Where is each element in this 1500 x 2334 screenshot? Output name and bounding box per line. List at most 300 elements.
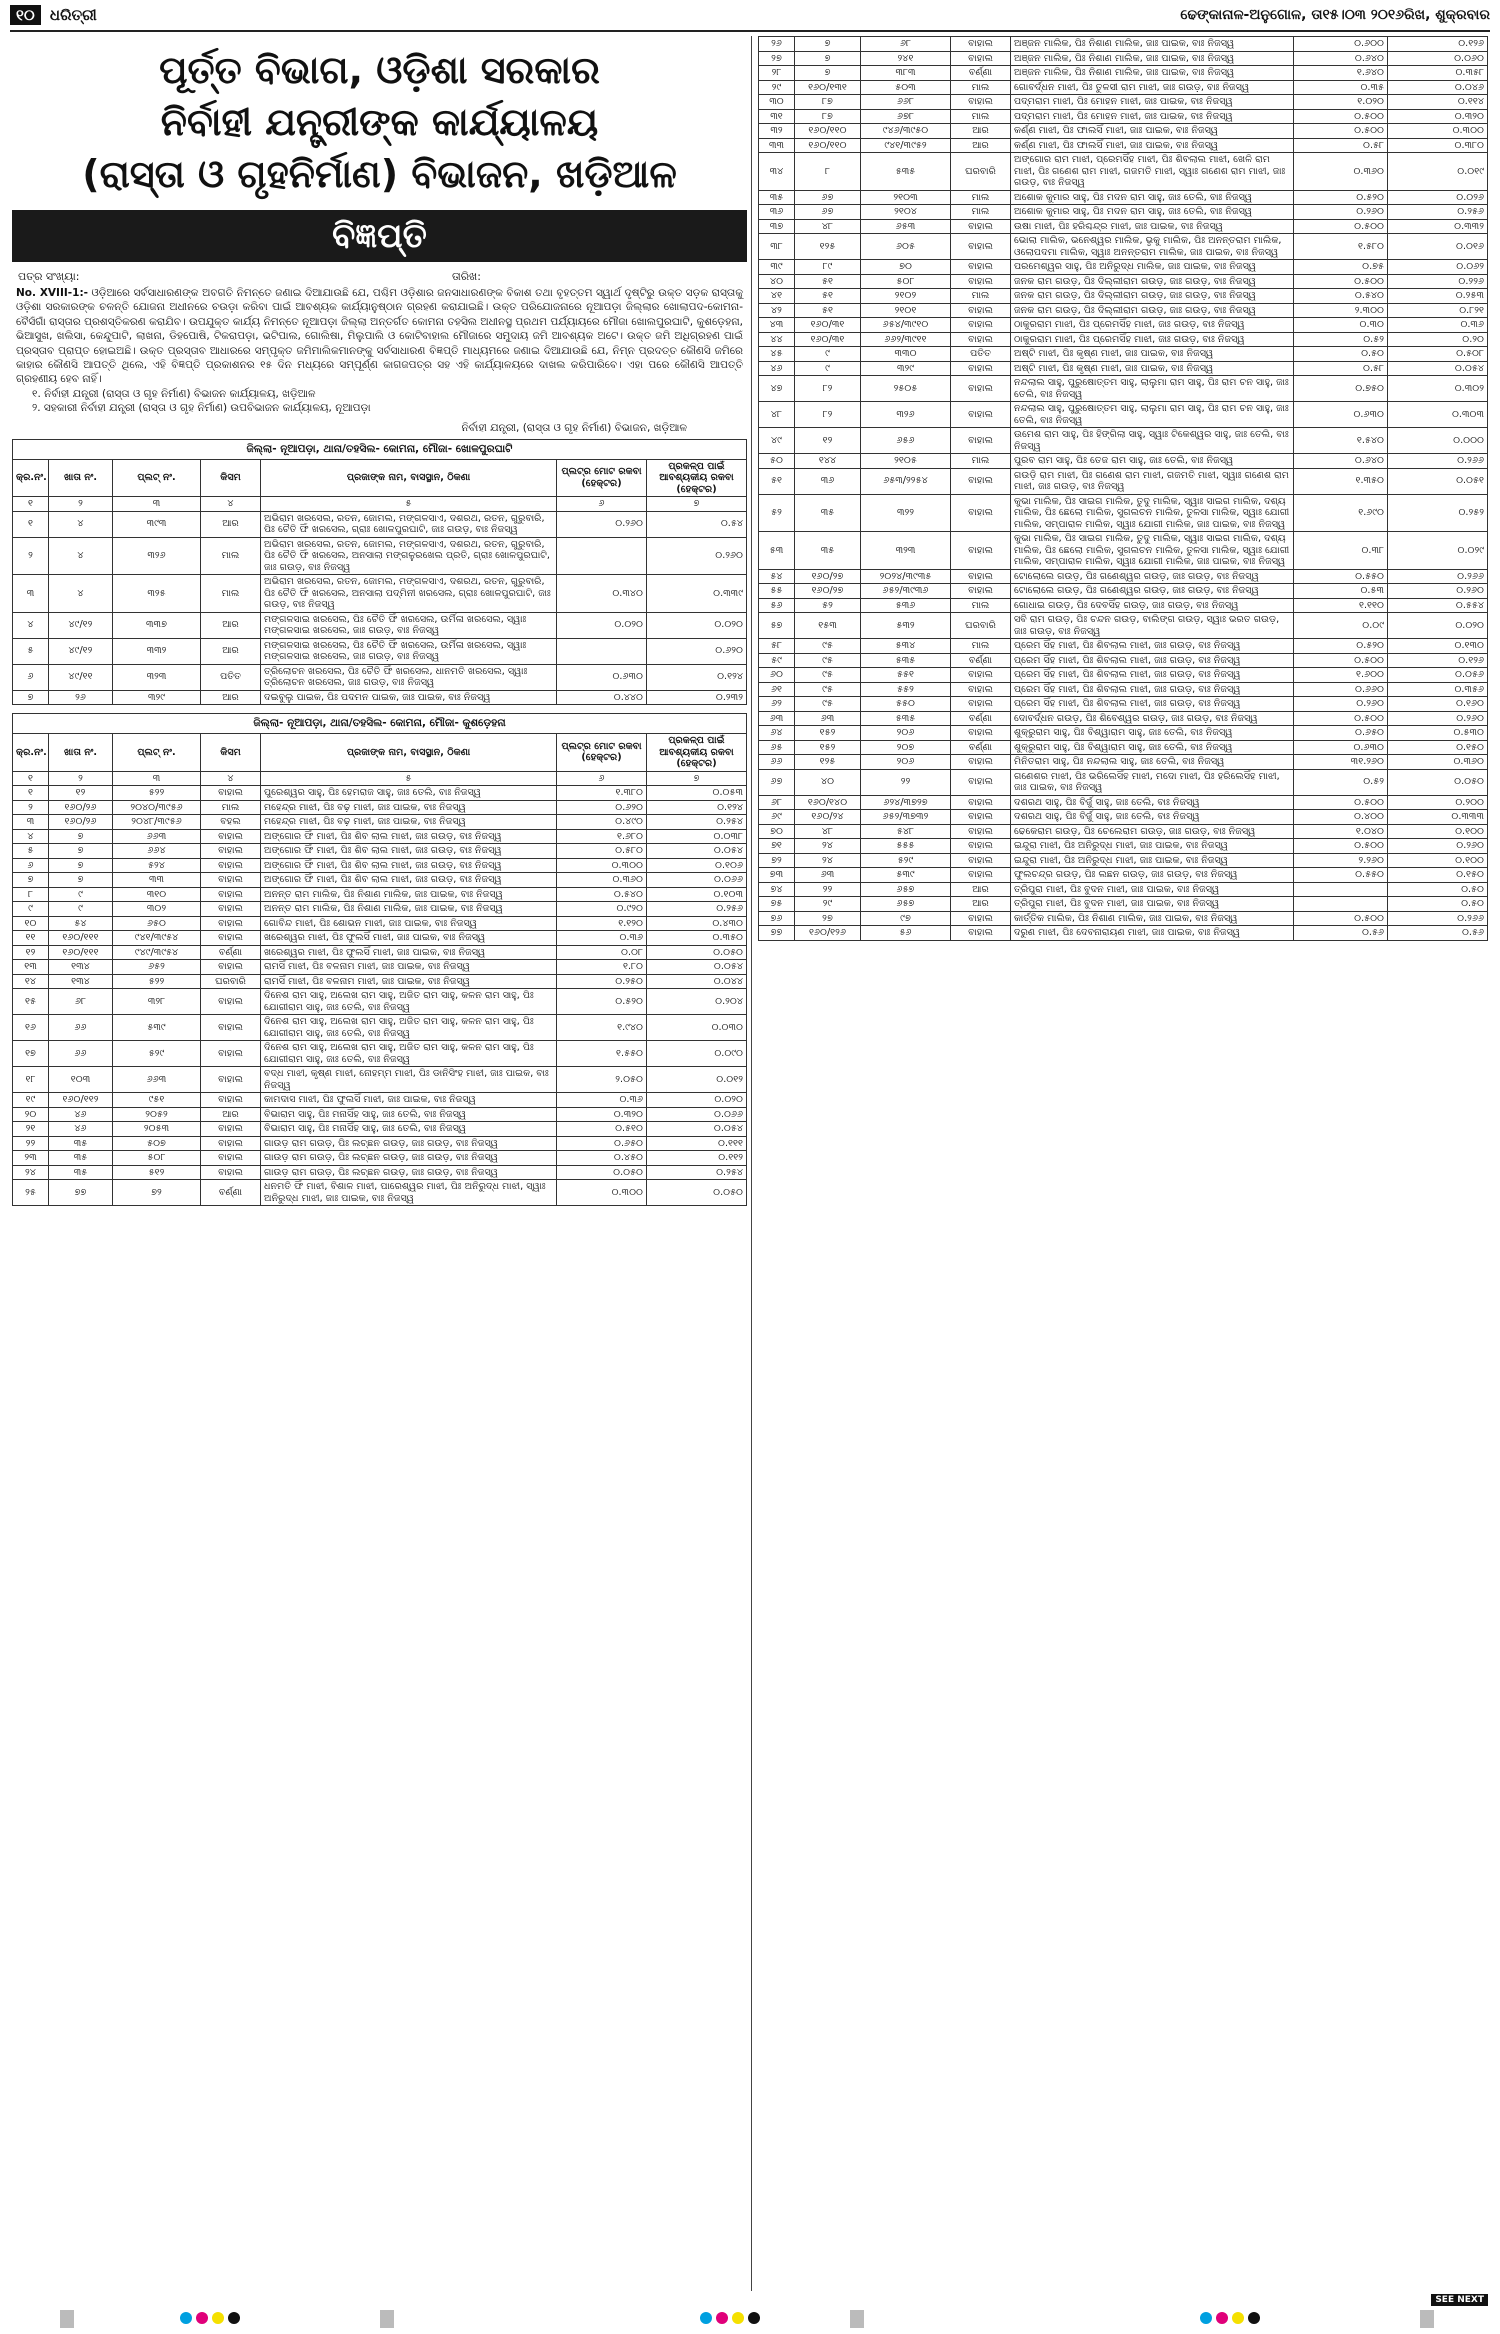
khata-cell: ୮୭ [795, 109, 861, 124]
kisam-cell: ବାହାଲ [951, 824, 1011, 839]
table-row [13, 575, 747, 613]
owner-cell: ଅଙ୍ଗୋର ଫିଁ ମାଝୀ, ପିଃ ଶିବ ଲାଲ ମାଝୀ, ଜାଃ ଗଉଡ଼, ବାଃ ନିଜସ୍ୱ [261, 829, 557, 844]
plot-cell: ୩୨୩ [861, 532, 951, 570]
plot-cell: ୬୬୪ [113, 844, 201, 859]
khata-cell: ୧୬୦/୨୭ [795, 584, 861, 599]
column-number: ୫ [261, 771, 557, 786]
serial-cell: ୪୭ [759, 376, 795, 402]
table-row [759, 190, 1488, 205]
required-area-cell: ୦.୨୫୪ [647, 815, 747, 830]
plot-cell: ୫୩୫ [861, 711, 951, 726]
right-column [758, 36, 1488, 2291]
table-row [759, 868, 1488, 883]
table-row [759, 153, 1488, 191]
khata-cell: ୧୬୦/୧୧୦ [795, 138, 861, 153]
kisam-cell: ଆର [951, 124, 1011, 139]
kisam-cell: ବର୍ଣ୍ଣା [951, 711, 1011, 726]
plot-cell: ୨୧୦୧ [861, 303, 951, 318]
table-row [13, 887, 747, 902]
kisam-cell: ବାହାଲ [951, 682, 1011, 697]
plot-cell: ୭୦ [861, 260, 951, 275]
required-area-cell: ୦.୫୦୮ [1388, 347, 1488, 362]
kisam-cell: ବାହାଲ [201, 1093, 261, 1108]
owner-cell: ମିନିତରାମ ସାହୁ, ପିଃ ନନ୍ଦଲାଲ ସାହୁ, ଜାଃ ତେଲି, ବାଃ ନିଜସ୍ୱ [1011, 755, 1294, 770]
required-area-cell: ୦.୨୩୨ [647, 690, 747, 705]
owner-cell: କର୍ଣ୍ଣ ମାଝୀ, ପିଃ ଫାଲସିଁ ମାଝୀ, ଜାଃ ପାଇକ, ବାଃ ନିଜସ୍ୱ [1011, 138, 1294, 153]
plot-cell: ୯୭ [861, 911, 951, 926]
required-area-cell: ୦.୫୦ [1388, 882, 1488, 897]
owner-cell: ମଙ୍ଗଳସାଇ ଖରସେଲ, ପିଃ ଚୈତି ଫିଁ ଖରସେଲ, ଉର୍ମିଳା ଖରସେଲ, ସ୍ୱାଃ ମଙ୍ଗଳସାଇ ଖରସେଲ, ଜାଃ ଗଉଡ଼, ବାଃ ନିଜସ୍ୱ [261, 638, 557, 664]
owner-cell: ପ୍ରେମ ସିଁହ ମାଝୀ, ପିଃ ଶିବଲାଲ ମାଝୀ, ଜାଃ ଗଉଡ଼, ବାଃ ନିଜସ୍ୱ [1011, 668, 1294, 683]
khata-cell: ୪୬ [49, 1122, 113, 1137]
total-area-cell: ୦.୦୯ [1294, 613, 1388, 639]
required-area-cell: ୦.୦୨୯ [1388, 532, 1488, 570]
owner-cell: ଦୋବର୍ଦ୍ଧନ ଗଉଡ଼, ପିଃ ଶିବେଶ୍ୱର ଗଉଡ଼, ଜାଃ ଗଉଡ଼, ବାଃ ନିଜସ୍ୱ [1011, 711, 1294, 726]
owner-cell: ଅଷ୍ଟି ମାଝୀ, ପିଃ କୃଷ୍ଣ ମାଝୀ, ଜାଃ ପାଇକ, ବାଃ ନିଜସ୍ୱ [1011, 361, 1294, 376]
table-row [13, 945, 747, 960]
table-row [759, 219, 1488, 234]
total-area-cell: ୦.୪୪୦ [557, 690, 647, 705]
owner-cell: ଗଣେଶର ମାଝୀ, ପିଃ ଭରିଲେସିଁହ ମାଝୀ, ମଦୋ ମାଝୀ, ପିଃ ହରିଲେସିଁହ ମାଝୀ, ଜାଃ ପାଇକ, ବାଃ ନିଜସ୍ୱ [1011, 769, 1294, 795]
required-area-cell: ୦.୦୨୬ [1388, 190, 1488, 205]
column-header: ପ୍ରଜାଙ୍କ ନାମ, ବାସସ୍ଥାନ, ଠିକଣା [261, 734, 557, 772]
owner-cell: ଦଶରଥ ସାହୁ, ପିଃ ବିର୍ଜୁ ସାହୁ, ଜାଃ ତେଲି, ବାଃ ନିଜସ୍ୱ [1011, 795, 1294, 810]
khata-cell: ୭ [49, 829, 113, 844]
kisam-cell: ବାହାଲ [201, 916, 261, 931]
color-dot [196, 2312, 208, 2324]
khata-cell: ୬୮ [49, 989, 113, 1015]
serial-cell: ୨ [13, 800, 49, 815]
total-area-cell: ୦.୫୪୦ [1294, 289, 1388, 304]
serial-cell: ୩୨ [759, 124, 795, 139]
plot-cell: ୨୧୦୪ [861, 205, 951, 220]
table-row [759, 569, 1488, 584]
khata-cell: ୯ [795, 347, 861, 362]
total-area-cell: ୦.୭୫୦ [1294, 376, 1388, 402]
serial-cell: ୨୧ [13, 1122, 49, 1137]
khata-cell: ୪୮ [795, 824, 861, 839]
plot-cell: ୬୨୪/୩୭୨୭ [861, 795, 951, 810]
table-row [13, 1067, 747, 1093]
khata-cell: ୯ [49, 902, 113, 917]
owner-cell: ତ୍ରିପୁରା ମାଝୀ, ପିଃ ବୁଦନ ମାଝୀ, ଜାଃ ପାଇକ, ବାଃ ନିଜସ୍ୱ [1011, 882, 1294, 897]
column-number: ୬ [557, 771, 647, 786]
required-area-cell: ୦.୧୧୨ [647, 1151, 747, 1166]
required-area-cell: ୦.୦୫୧ [1388, 468, 1488, 494]
section-heading: ଜିଲ୍ଲା- ନୂଆପଡ଼ା, ଥାନା/ତହସିଲ- କୋମନା, ମୌଜା- ଖୋଳପୁରଘାଟି [12, 439, 747, 459]
required-area-cell: ୦.୩୦୦ [1388, 124, 1488, 139]
header-row [13, 459, 747, 497]
table-row [759, 402, 1488, 428]
kisam-cell: ବାହାଲ [951, 376, 1011, 402]
table-row [759, 598, 1488, 613]
plot-cell: ୫୦୮ [861, 274, 951, 289]
kisam-cell: ବାହାଲ [951, 494, 1011, 532]
total-area-cell: ୨.୩୦୦ [1294, 303, 1388, 318]
khata-cell: ୨୭ [795, 911, 861, 926]
serial-cell: ୭ [13, 690, 49, 705]
plot-cell: ୬୫୭ [861, 897, 951, 912]
required-area-cell: ୦.୦୧୯ [1388, 153, 1488, 191]
plot-cell: ୨୦୪୮/୩୯୫୬ [113, 815, 201, 830]
table-row [759, 347, 1488, 362]
table-row [759, 897, 1488, 912]
owner-cell: ପ୍ରେମ ସିଁହ ମାଝୀ, ପିଃ ଶିବଲାଲ ମାଝୀ, ଜାଃ ଗଉଡ଼, ବାଃ ନିଜସ୍ୱ [1011, 697, 1294, 712]
column-number: ୨ [49, 497, 113, 512]
required-area-cell: ୦.୧୨୬ [1388, 653, 1488, 668]
owner-cell: ଇନ୍ଦୁରା ମାଝୀ, ପିଃ ଅନିରୁଦ୍ଧ ମାଝୀ, ଜାଃ ପାଇକ, ବାଃ ନିଜସ୍ୱ [1011, 853, 1294, 868]
required-area-cell: ୦.୦୫୪ [647, 1122, 747, 1137]
kisam-cell: ପତିତ [951, 347, 1011, 362]
color-dot [1248, 2312, 1260, 2324]
total-area-cell: ୦.୩୮ [1294, 532, 1388, 570]
khata-cell: ୧୬୦/୨୬ [49, 800, 113, 815]
required-area-cell: ୦.୩୦୩ [1388, 402, 1488, 428]
total-area-cell: ୦.୬୪୦ [1294, 51, 1388, 66]
kisam-cell: ବର୍ଣ୍ଣା [201, 945, 261, 960]
total-area-cell: ୦.୫୫୦ [1294, 569, 1388, 584]
owner-cell: ଠାକୁରରାମ ମାଝୀ, ପିଃ ପ୍ରେମସିଁହ ମାଝୀ, ଜାଃ ଗଉଡ଼, ବାଃ ନିଜସ୍ୱ [1011, 318, 1294, 333]
column-header: ପ୍ଲଟ୍ ନଂ. [113, 734, 201, 772]
kisam-cell: ବର୍ଣ୍ଣା [951, 653, 1011, 668]
required-area-cell: ୦.୦୨୦ [647, 612, 747, 638]
plot-cell: ୫୦୩ [861, 80, 951, 95]
column-number-row [13, 771, 747, 786]
khata-cell: ୧୬୦/୩୧ [795, 318, 861, 333]
plot-cell: ୨୦୬ [861, 726, 951, 741]
plot-cell: ୩୨୮ [113, 989, 201, 1015]
plot-cell: ୩୩୦ [861, 347, 951, 362]
owner-cell: ଦରୁଣ ମାଝୀ, ପିଃ ଦେବନାରାୟଣ ମାଝୀ, ଜାଃ ପାଇକ, ବାଃ ନିଜସ୍ୱ [1011, 926, 1294, 941]
plot-cell: ୩୨୨ [861, 494, 951, 532]
serial-cell: ୧୮ [13, 1067, 49, 1093]
plot-cell: ୬୮ [861, 37, 951, 52]
table-row [13, 916, 747, 931]
column-header: ପ୍ରକଳ୍ପ ପାଇଁ ଆବଶ୍ୟକୀୟ ରକବା (ହେକ୍ଟର) [647, 734, 747, 772]
total-area-cell: ୦.୫୮୦ [557, 844, 647, 859]
required-area-cell: ୦.୦୫୪ [647, 960, 747, 975]
required-area-cell: ୦.୦୨୦ [647, 1093, 747, 1108]
khata-cell: ୧୬୦/୧୧୧ [49, 931, 113, 946]
total-area-cell: ୦.୫୨ [1294, 769, 1388, 795]
owner-cell: ଶୁକ୍ରୁରାମ ସାହୁ, ପିଃ ବିଶ୍ୱାରାମ ସାହୁ, ଜାଃ ତେଲି, ବାଃ ନିଜସ୍ୱ [1011, 726, 1294, 741]
plot-cell: ୬୫୩/୨୨୫୪ [861, 468, 951, 494]
serial-cell: ୨୦ [13, 1107, 49, 1122]
khata-cell: ୧୬୦/୨୪ [795, 810, 861, 825]
table-row [13, 800, 747, 815]
required-area-cell: ୦.୪୩୦ [647, 916, 747, 931]
column-header: ପ୍ରକଳ୍ପ ପାଇଁ ଆବଶ୍ୟକୀୟ ରକବା (ହେକ୍ଟର) [647, 459, 747, 497]
serial-cell: ୭୦ [759, 824, 795, 839]
table-row [759, 668, 1488, 683]
required-area-cell: ୦.୦୫୪ [1388, 361, 1488, 376]
owner-cell: ପ୍ରେମ ସିଁହ ମାଝୀ, ପିଃ ଶିବଲାଲ ମାଝୀ, ଜାଃ ଗଉଡ଼, ବାଃ ନିଜସ୍ୱ [1011, 653, 1294, 668]
plot-cell: ୨୪୧ [861, 51, 951, 66]
kisam-cell: ବାହାଲ [951, 428, 1011, 454]
khata-cell: ୯ [49, 887, 113, 902]
owner-cell: ଅଞ୍ଜନ ମାଲିକ, ପିଃ ନିଶାଣ ମାଲିକ, ଜାଃ ପାଇକ, ବାଃ ନିଜସ୍ୱ [1011, 37, 1294, 52]
color-registration-dots [700, 2312, 760, 2324]
total-area-cell: ୦.୩୦ [1294, 318, 1388, 333]
color-dot [1200, 2312, 1212, 2324]
total-area-cell: ୦.୫୦୦ [1294, 274, 1388, 289]
column-header: ପ୍ଲଟ୍‌ର ମୋଟ ରକବା (ହେକ୍ଟର) [557, 459, 647, 497]
owner-cell: ଅଙ୍ଗୋର ଫିଁ ମାଝୀ, ପିଃ ଶିବ ଲାଲ ମାଝୀ, ଜାଃ ଗଉଡ଼, ବାଃ ନିଜସ୍ୱ [261, 873, 557, 888]
khata-cell: ୧୫୨ [795, 726, 861, 741]
kisam-cell: ବାହାଲ [951, 234, 1011, 260]
kisam-cell: ଆର [201, 1107, 261, 1122]
kisam-cell: ବାହାଲ [951, 402, 1011, 428]
total-area-cell: ୦.୩୬ [557, 931, 647, 946]
total-area-cell: ୦.୬୫୦ [557, 1136, 647, 1151]
serial-cell: ୩୪ [759, 153, 795, 191]
column-number: ୩ [113, 497, 201, 512]
plot-cell: ୫୫୨ [861, 682, 951, 697]
plot-cell: ୩୩୭ [113, 612, 201, 638]
owner-cell: ଉଷା ମାଝୀ, ପିଃ ହରିଶ୍ଚନ୍ଦ୍ର ମାଝୀ, ଜାଃ ପାଇକ, ବାଃ ନିଜସ୍ୱ [1011, 219, 1294, 234]
serial-cell: ୧୯ [13, 1093, 49, 1108]
table-row [759, 361, 1488, 376]
table-row [759, 882, 1488, 897]
kisam-cell: ବାହାଲ [201, 873, 261, 888]
serial-cell: ୩ [13, 815, 49, 830]
serial-cell: ୫୯ [759, 653, 795, 668]
total-area-cell: ୨.୨୬୦ [1294, 853, 1388, 868]
table-row [13, 1015, 747, 1041]
color-dot [748, 2312, 760, 2324]
notice-title-3: (ରାସ୍ତା ଓ ଗୃହନିର୍ମାଣ) ବିଭାଜନ, ଖଡ଼ିଆଳ [82, 152, 677, 196]
required-area-cell: ୦.୦୪୬ [1388, 80, 1488, 95]
khata-cell: ୫୧ [795, 274, 861, 289]
table-row [759, 853, 1488, 868]
khata-cell: ୧୪୪ [795, 454, 861, 469]
serial-cell: ୨୪ [13, 1165, 49, 1180]
total-area-cell: ୧.୬୦୦ [1294, 668, 1388, 683]
notice-body-text: ଓଡ଼ିଆରେ ସର୍ବସାଧାରଣଙ୍କ ଅବଗତି ନିମନ୍ତେ ଜଣାଇ ଦିଆଯାଉଛି ଯେ, ପଶ୍ଚିମ ଓଡ଼ିଶାର ଜନସାଧାରଣଙ୍କ ବିକାଶ ତଥା ବୃହତ୍ତମ ସ୍ୱାର୍ଥ ଦୃଷ୍ଟିରୁ ଉକ୍ତ ସଡ଼କ ରାସ୍ତାକୁ ଓଡ଼ିଶା ସରକାରଙ୍କ ଚଳନ୍ତି ଯୋଜନା ଅଧୀନରେ ଚଉଡ଼ା କରିବା ପାଇଁ ଆବଶ୍ୟକ କାର୍ଯ୍ୟାନୁଷ୍ଠାନ ଗ୍ରହଣ କରାଯାଇଛି। ଉକ୍ତ ପରିଯୋଜନାରେ ନୂଆପଡ଼ା ଜିଲ୍ଲାର ଖୋଲାପଦ-କୋମନା-ବୈସଁଗାଁ ରାସ୍ତାର ପ୍ରଶସ୍ତିକରଣ କରାଯିବ। ଉପଯୁକ୍ତ କାର୍ଯ୍ୟ ନିମନ୍ତେ ନୂଆପଡ଼ା ଜିଲ୍ଲା ଅନ୍ତର୍ଗତ କୋମନା ତହସିଲ ଅଧୀନସ୍ଥ ପ୍ରଥମ ପର୍ଯ୍ୟାୟରେ ମୌଜା ଖୋଲପୁରଘାଟି, କୁଶଡ଼େହନା, ଭିଆସୁଖ, ଖଲିସା, କେନ୍ଦୁପାଟି, ଲାଖନା, ଡିହପୋଷି, ଟିକରାପଡ଼ା, ଭଟିପାଲ, ଗୋଲିଷା, ମିଲୁପାଲି ଓ କୋଟିବାହାଲ ମୌଜାରେ ସମୁଦାୟ ଜମି ଆବଶ୍ୟକ ଅଟେ। ଉକ୍ତ ଜମି ଅଧିଗ୍ରହଣ ପାଇଁ ପ୍ରସ୍ତାବ ପ୍ରାପ୍ତ ହୋଇଅଛି। ଉକ୍ତ ପ୍ରସ୍ତାବ ଆଧାରରେ ସମ୍ପୃକ୍ତ ଜମିମାଲିକମାନଙ୍କୁ ସର୍ବସାଧାରଣ ବିଜ୍ଞପ୍ତି ମାଧ୍ୟମରେ ଜଣାଇ ଦିଆଯାଉଛି ଯେ, ନିମ୍ନ ପ୍ରଦତ୍ତ କୌଣସି ଜମିରେ କାହାର କୌଣସି ଆପତ୍ତି ଥିଲେ, ଏହି ବିଜ୍ଞପ୍ତି ପ୍ରକାଶନର ୧୫ ଦିନ ମଧ୍ୟରେ ସମ୍ପୂର୍ଣ୍ଣ କାଗଜପତ୍ର ସହ ଏହି କାର୍ଯ୍ୟାଳୟରେ ଦାଖଲ କରିପାରିବେ। ଏହା ପରେ କୌଣସି ଆପତ୍ତି ଗ୍ରହଣୀୟ ହେବ ନାହିଁ। [16, 287, 743, 386]
table-row [759, 80, 1488, 95]
table-row [759, 726, 1488, 741]
required-area-cell: ୦.୦୨୦ [1388, 613, 1488, 639]
required-area-cell: ୦.୧୦୦ [1388, 824, 1488, 839]
owner-cell: ଖରେଶ୍ୱର ମାଝୀ, ପିଃ ଫୁଲସିଁ ମାଝୀ, ଜାଃ ପାଇକ, ବାଃ ନିଜସ୍ୱ [261, 945, 557, 960]
total-area-cell: ୦.୨୬୦ [557, 511, 647, 537]
serial-cell: ୨୩ [13, 1151, 49, 1166]
khata-cell: ୧୫୨ [795, 740, 861, 755]
total-area-cell: ୦.୫୦୦ [1294, 795, 1388, 810]
table-row [13, 511, 747, 537]
column-number: ୨ [49, 771, 113, 786]
kisam-cell: ଆର [951, 882, 1011, 897]
required-area-cell: ୦.୧୧୧ [647, 1136, 747, 1151]
owner-cell: ଉମେଶ ରାମ ସାହୁ, ପିଃ ହିଙ୍ଗିଲା ସାହୁ, ସ୍ୱାଃ ଟିକେଶ୍ୱର ସାହୁ, ଜାଃ ତେଲି, ବାଃ ନିଜସ୍ୱ [1011, 428, 1294, 454]
owner-cell: ଜନକ ରାମ ଗଉଡ଼, ପିଃ ଦିଲ୍ଲୀରାମ ଗଉଡ଼, ଜାଃ ଗଉଡ଼, ବାଃ ନିଜସ୍ୱ [1011, 289, 1294, 304]
serial-cell: ୧ [13, 786, 49, 801]
kisam-cell: ମାଲ [951, 80, 1011, 95]
serial-cell: ୩୧ [759, 109, 795, 124]
owner-cell: ଅଭିରାମ ଖରସେଲ, ରତନ, ଜୋମଲ, ମଙ୍ଗଳସାଏ, ଦଶରଥ, ରତନ, ଗୁରୁବାରି, ପିଃ ଚୈତି ଫିଁ ଖରସେଲ, ଅନସାଲା ମଙ୍ଗଳୁରଖେଲ ପ୍ରତି, ଗ୍ରାଃ ଖୋଳପୁରଘାଟି, ଜାଃ ଗଉଡ଼, ବାଃ ନିଜସ୍ୱ [261, 537, 557, 575]
total-area-cell: ୦.୬୩୦ [1294, 740, 1388, 755]
plot-cell: ୫୨୨ [113, 786, 201, 801]
required-area-cell: ୦.୨୬୬ [1388, 911, 1488, 926]
serial-cell: ୭୫ [759, 897, 795, 912]
signature: ନିର୍ବାହୀ ଯନ୍ତ୍ରୀ, (ରାସ୍ତା ଓ ଗୃହ ନିର୍ମାଣ) ବିଭାଜନ, ଖଡ଼ିଆଳ [461, 421, 687, 434]
table-row [759, 494, 1488, 532]
total-area-cell: ୧.୬୯୦ [1294, 494, 1388, 532]
table-row [759, 138, 1488, 153]
total-area-cell: ୦.୫୦୦ [1294, 711, 1388, 726]
table-row [759, 740, 1488, 755]
owner-cell: ଗାଉଡ଼ ରାମ ଗଉଡ଼, ପିଃ ଲଚ୍ଛନ ଗଉଡ଼, ଜାଃ ଗଉଡ଼, ବାଃ ନିଜସ୍ୱ [261, 1165, 557, 1180]
plot-cell: ୩୮୩ [861, 66, 951, 81]
total-area-cell: ୨.୦୫୦ [557, 1067, 647, 1093]
color-dot [1232, 2312, 1244, 2324]
color-dot [212, 2312, 224, 2324]
serial-cell: ୪୯ [759, 428, 795, 454]
plot-cell: ୫୩୨ [861, 613, 951, 639]
khata-cell: ୪ [49, 511, 113, 537]
plot-cell: ୫୩୯ [861, 868, 951, 883]
table-row [759, 639, 1488, 654]
total-area-cell: ୦.୩୪୦ [557, 575, 647, 613]
khata-cell: ୪ [49, 537, 113, 575]
required-area-cell: ୦.୨୬୦ [1388, 584, 1488, 599]
khata-cell: ୭ [49, 858, 113, 873]
owner-cell: ପଦ୍ମରାମ ମାଝୀ, ପିଃ ମୋହନ ମାଝୀ, ଜାଃ ପାଇକ, ବାଃ ନିଜସ୍ୱ [1011, 95, 1294, 110]
kisam-cell: ବାହାଲ [201, 902, 261, 917]
table-row [759, 205, 1488, 220]
total-area-cell: ୧.୧୧୦ [1294, 598, 1388, 613]
color-dot [228, 2312, 240, 2324]
required-area-cell: ୦.୩୩୯ [647, 575, 747, 613]
table-row [759, 824, 1488, 839]
total-area-cell: ୦.୫୨ [1294, 332, 1388, 347]
date-label: ତାରିଖ: [451, 270, 481, 283]
serial-cell: ୫୮ [759, 639, 795, 654]
kisam-cell: ବାହାଲ [951, 468, 1011, 494]
khata-cell: ୪୦ [795, 769, 861, 795]
land-table-2 [12, 733, 747, 1206]
owner-cell: ଅଞ୍ଜନ ମାଲିକ, ପିଃ ନିଶାଣ ମାଲିକ, ଜାଃ ପାଇକ, ବାଃ ନିଜସ୍ୱ [1011, 51, 1294, 66]
table-row [759, 37, 1488, 52]
owner-cell: ମହେନ୍ଦ୍ର ମାଝୀ, ପିଃ ବଢ଼ ମାଝୀ, ଜାଃ ପାଇକ, ବାଃ ନିଜସ୍ୱ [261, 800, 557, 815]
plot-cell: ୯୪୬/୩୯୫୦ [861, 124, 951, 139]
table-row [759, 234, 1488, 260]
serial-cell: ୮ [13, 887, 49, 902]
khata-cell: ୩୫ [795, 494, 861, 532]
khata-cell: ୭ [49, 844, 113, 859]
column-number: ୫ [261, 497, 557, 512]
plot-cell: ୨୨ [861, 769, 951, 795]
required-area-cell: ୦.୧୨୪ [647, 664, 747, 690]
serial-cell: ୫ [13, 844, 49, 859]
required-area-cell: ୦.୨୨୬ [1388, 274, 1488, 289]
plot-cell: ୫୩୬ [861, 598, 951, 613]
plot-cell: ୩୩ [113, 873, 201, 888]
owner-cell: ପଦ୍ମରାମ ମାଝୀ, ପିଃ ମୋହନ ମାଝୀ, ଜାଃ ପାଇକ, ବାଃ ନିଜସ୍ୱ [1011, 109, 1294, 124]
kisam-cell: ବାହାଲ [201, 1015, 261, 1041]
plot-cell: ୩୨୫ [113, 575, 201, 613]
table-row [13, 664, 747, 690]
required-area-cell: ୦.୨୦୪ [647, 989, 747, 1015]
khata-cell: ୧୩୪ [49, 960, 113, 975]
required-area-cell: ୦.୨୫୬ [647, 902, 747, 917]
kisam-cell: ବାହାଲ [951, 274, 1011, 289]
color-registration-dots [180, 2312, 240, 2324]
required-area-cell: ୦.୫୦ [1388, 897, 1488, 912]
khata-cell: ୫୨ [795, 598, 861, 613]
required-area-cell: ୦.୧୦୩ [647, 887, 747, 902]
total-area-cell: ୦.୩୦୦ [557, 1180, 647, 1206]
khata-cell: ୬୭ [795, 190, 861, 205]
owner-cell: ଦଇବୁଲୁ ପାଇକ, ପିଃ ପଦମନ ପାଇକ, ଜାଃ ପାଇକ, ବାଃ ନିଜସ୍ୱ [261, 690, 557, 705]
column-header: ଖାତା ନଂ. [49, 734, 113, 772]
owner-cell: ଅଶୋକ କୁମାର ସାହୁ, ପିଃ ମଦନ ରାମ ସାହୁ, ଜାଃ ତେଲି, ବାଃ ନିଜସ୍ୱ [1011, 205, 1294, 220]
owner-cell: ତ୍ରିପୁରା ମାଝୀ, ପିଃ ବୁଦନ ମାଝୀ, ଜାଃ ପାଇକ, ବାଃ ନିଜସ୍ୱ [1011, 897, 1294, 912]
table-row [759, 795, 1488, 810]
kisam-cell: ବର୍ଣ୍ଣା [201, 1180, 261, 1206]
plot-cell: ୫୫୦ [861, 697, 951, 712]
required-area-cell: ୦.୧୦୦ [1388, 853, 1488, 868]
serial-cell: ୬୩ [759, 711, 795, 726]
plot-cell: ୨୦୫୨ [113, 1107, 201, 1122]
kisam-cell: ବାହାଲ [201, 858, 261, 873]
kisam-cell: ମାଲ [951, 109, 1011, 124]
khata-cell: ୫୧ [795, 303, 861, 318]
column-number: ୧ [13, 497, 49, 512]
owner-cell: ମହେନ୍ଦ୍ର ମାଝୀ, ପିଃ ବଢ଼ ମାଝୀ, ଜାଃ ପାଇକ, ବାଃ ନିଜସ୍ୱ [261, 815, 557, 830]
total-area-cell [557, 537, 647, 575]
serial-cell: ୬୫ [759, 740, 795, 755]
serial-cell: ୧୦ [13, 916, 49, 931]
plot-cell: ୩୯୩ [113, 511, 201, 537]
serial-cell: ୭୬ [759, 911, 795, 926]
ref-label: ପତ୍ର ସଂଖ୍ୟା: [18, 270, 80, 283]
owner-cell: ନନ୍ଦଲାଲ ସାହୁ, ପୁରୁଷୋତ୍ତମ ସାହୁ, ଲାଲୁମା ରାମ ସାହୁ, ପିଃ ରାମ ଚନ ସାହୁ, ଜାଃ ତେଲି, ବାଃ ନିଜସ୍ୱ [1011, 376, 1294, 402]
serial-cell: ୬ [13, 664, 49, 690]
kisam-cell: ବାହାଲ [201, 844, 261, 859]
total-area-cell: ୦.୫୦୦ [1294, 124, 1388, 139]
plot-cell: ୩୧୦ [113, 887, 201, 902]
owner-cell: ରାମସିଁ ମାଝୀ, ପିଃ ବଳନାମ ମାଝୀ, ଜାଃ ପାଇକ, ବାଃ ନିଜସ୍ୱ [261, 974, 557, 989]
table-row [13, 873, 747, 888]
khata-cell: ୨୪ [795, 853, 861, 868]
plot-cell: ୩୨୬ [113, 537, 201, 575]
owner-cell: ଶୁକ୍ରୁରାମ ସାହୁ, ପିଃ ବିଶ୍ୱାରାମ ସାହୁ, ଜାଃ ତେଲି, ବାଃ ନିଜସ୍ୱ [1011, 740, 1294, 755]
required-area-cell: ୦.୨୦୦ [1388, 795, 1488, 810]
serial-cell: ୭ [13, 873, 49, 888]
table-row [13, 960, 747, 975]
plot-cell: ୫୪୮ [861, 824, 951, 839]
table-row [13, 1165, 747, 1180]
khata-cell: ୧୬୦/୧୪୦ [795, 795, 861, 810]
serial-cell: ୩୯ [759, 260, 795, 275]
notice-banner: ବିଜ୍ଞପ୍ତି [12, 210, 747, 262]
required-area-cell: ୦.୫୬ [1388, 926, 1488, 941]
total-area-cell: ୦.୬୩୦ [557, 664, 647, 690]
khata-cell: ୩୬ [795, 468, 861, 494]
required-area-cell: ୦.୧୧୪ [1388, 95, 1488, 110]
plot-cell: ୫୨୯ [861, 853, 951, 868]
total-area-cell: ୦.୩୬୦ [557, 873, 647, 888]
plot-cell: ୫୩୫ [861, 153, 951, 191]
required-area-cell: ୦.୨୦ [1388, 332, 1488, 347]
required-area-cell: ୦.୧୨୬ [1388, 37, 1488, 52]
khata-cell: ୧୬୦/୧୩୧ [795, 80, 861, 95]
kisam-cell: ବାହାଲ [201, 1151, 261, 1166]
serial-cell: ୩୦ [759, 95, 795, 110]
column-number: ୪ [201, 497, 261, 512]
owner-cell: ତ୍ରିଲୋଚନ ଖରସେଲ, ପିଃ ଚୈତି ଫିଁ ଖରସେଲ, ଧାନମତି ଖରସେଲ, ସ୍ୱାଃ ତ୍ରିଲୋଚନ ଖରସେଲ, ଜାଃ ଗଉଡ଼, ବାଃ ନିଜସ୍ୱ [261, 664, 557, 690]
